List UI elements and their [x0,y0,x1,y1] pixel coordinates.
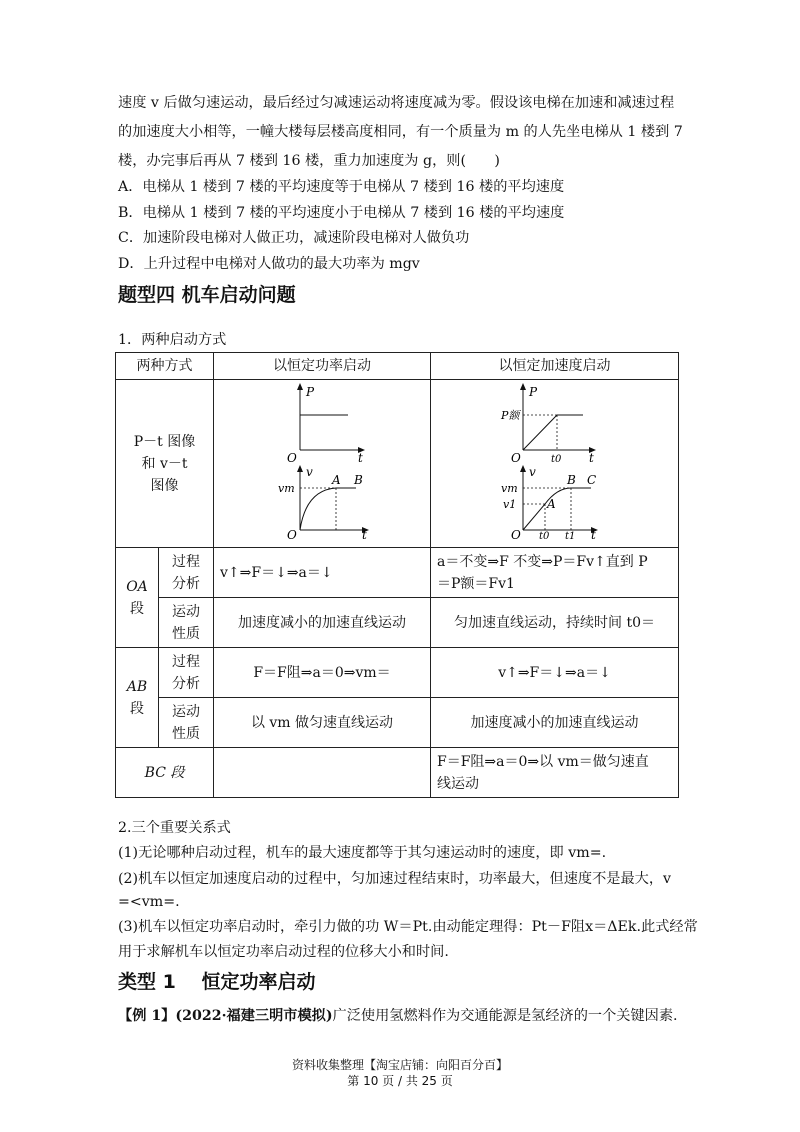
option-b: B．电梯从 1 楼到 7 楼的平均速度小于电梯从 7 楼到 16 楼的平均速度 [118,205,565,221]
bc-acc-2: 线运动 [437,775,479,792]
avt-label-v: v [529,465,536,479]
oa-nature-acc: 匀加速直线运动，持续时间 t0＝ [431,598,679,648]
bc-label: BC 段 [116,748,214,798]
vt-label-t: t [362,528,367,540]
ab-nature-label [159,698,214,748]
subheading-2: 2.三个重要关系式 [118,820,231,836]
oa-process-label-2: 分析 [172,575,200,592]
ab-seg-label: 段 [130,700,144,717]
table-header-row [116,353,679,380]
power-graph-cell [214,380,431,548]
avt-label-vm: vm [501,482,518,495]
oa-nature-power: 加速度减小的加速直线运动 [214,598,431,648]
oa-process-acc-2: ＝P额＝Fv1 [437,575,515,592]
relation-3b: 用于求解机车以恒定功率启动过程的位移大小和时间. [118,944,449,960]
example-tag: 【例 1】 [118,1008,176,1024]
pt-label-p: P [306,385,315,399]
pt-label-o: O [287,451,297,465]
relation-1: (1)无论哪种启动过程，机车的最大速度都等于其匀速运动时的速度，即 vm=. [118,845,607,861]
example-source: (2022·福建三明市模拟) [175,1008,333,1024]
ab-label: AB [126,678,148,695]
bc-power [214,748,431,798]
oa-nature-label-1: 运动 [172,603,200,620]
avt-label-b: B [567,473,576,487]
oa-nature-row [116,598,679,648]
vt-label-a: A [332,473,341,487]
ab-process-label [159,648,214,698]
ab-nature-row [116,698,679,748]
option-a: A．电梯从 1 楼到 7 楼的平均速度等于电梯从 7 楼到 16 楼的平均速度 [118,179,565,195]
relation-2b: =<vm=. [118,894,180,910]
avt-label-t1: t1 [565,531,576,540]
avt-y-arrow [520,465,526,472]
oa-process-row [116,548,679,598]
table-graph-row [116,380,679,548]
relation-3a: (3)机车以恒定功率启动时，牵引力做的功 W＝Pt.由动能定理得：Pt－F阻x＝ΔEk.此式经常 [118,919,698,935]
vt-label-vm: vm [278,482,295,495]
footer-source: 资料收集整理【淘宝店铺：向阳百分百】 [291,1058,508,1072]
graph-label-1: P－t 图像 [133,433,196,450]
footer-page-number: 第 10 页 / 共 25 页 [347,1074,453,1088]
vt-y-arrow [297,465,303,472]
apt-label-t0: t0 [551,454,562,465]
ab-segment-cell [116,648,159,748]
avt-label-a: A [547,497,556,511]
oa-nature-label [159,598,214,648]
option-c: C．加速阶段电梯对人做正功，减速阶段电梯对人做负功 [118,230,470,246]
ab-process-power: F＝F阻⇒a＝0⇒vm＝ [214,648,431,698]
ab-nature-label-1: 运动 [172,703,200,720]
intro-line-2: 的加速度大小相等，一幢大楼每层楼高度相同，有一个质量为 m 的人先坐电梯从 1 楼到 7 [118,124,683,140]
avt-label-o: O [511,528,521,540]
pt-label-t: t [358,451,363,465]
vt-label-v: v [306,465,313,479]
ab-process-label-1: 过程 [172,653,200,670]
acc-graph-cell [431,380,679,548]
intro-line-3: 楼，办完事后再从 7 楼到 16 楼，重力加速度为 g，则( ) [118,153,500,169]
vt-curve [300,488,336,530]
oa-process-acc [431,548,679,598]
avt-label-c: C [587,473,597,487]
oa-label: OA [126,578,148,595]
example-text: 广泛使用氢燃料作为交通能源是氢经济的一个关键因素. [332,1008,678,1024]
apt-y-arrow [520,383,526,390]
ab-nature-acc: 加速度减小的加速直线运动 [431,698,679,748]
ab-process-label-2: 分析 [172,675,200,692]
header-constant-acc: 以恒定加速度启动 [431,353,679,380]
avt-ramp-line [523,504,545,530]
apt-label-pe: P额 [501,409,520,422]
oa-seg-label: 段 [130,600,144,617]
section-title: 题型四 机车启动问题 [118,284,296,306]
relation-2a: (2)机车以恒定加速度启动的过程中，匀加速过程结束时，功率最大，但速度不是最大，v [118,871,672,887]
ab-process-row [116,648,679,698]
graph-label-2: 和 v－t [141,455,188,472]
graph-label-3: 图像 [150,477,179,494]
oa-segment-cell [116,548,159,648]
bc-row [116,748,679,798]
oa-nature-label-2: 性质 [172,625,200,642]
bc-acc [431,748,679,798]
ab-nature-power: 以 vm 做匀速直线运动 [214,698,431,748]
vt-label-b: B [354,473,363,487]
apt-label-t: t [589,451,594,465]
apt-label-o: O [511,451,521,465]
header-constant-power: 以恒定功率启动 [214,353,431,380]
ab-process-acc: v↑⇒F＝↓⇒a＝↓ [431,648,679,698]
oa-process-label [159,548,214,598]
avt-label-t0: t0 [539,531,550,540]
intro-line-1: 速度 v 后做匀速运动，最后经过匀减速运动将速度减为零。假设该电梯在加速和减速过程 [118,95,675,111]
apt-label-p: P [529,385,538,399]
avt-label-v1: v1 [503,498,517,511]
bc-acc-1: F＝F阻⇒a＝0⇒以 vm＝做匀速直 [437,753,649,770]
example-1 [118,1006,678,1026]
vt-label-o: O [287,528,297,540]
apt-ramp-line [523,415,557,450]
type-title: 类型 1 恒定功率启动 [118,971,316,993]
acc-graphs [431,380,678,540]
power-graphs [214,380,430,540]
oa-process-acc-1: a＝不变⇒F 不变⇒P＝Fv↑直到 P [437,553,648,570]
oa-process-label-1: 过程 [172,553,200,570]
option-d: D．上升过程中电梯对人做功的最大功率为 mgv [118,256,420,272]
startup-table [115,352,679,798]
pt-y-arrow [297,383,303,390]
header-mode: 两种方式 [116,353,214,380]
ab-nature-label-2: 性质 [172,725,200,742]
oa-process-power: v↑⇒F＝↓⇒a＝↓ [214,548,431,598]
graph-label-cell [116,380,214,548]
avt-label-t: t [591,528,596,540]
subheading-1: 1．两种启动方式 [118,332,227,348]
